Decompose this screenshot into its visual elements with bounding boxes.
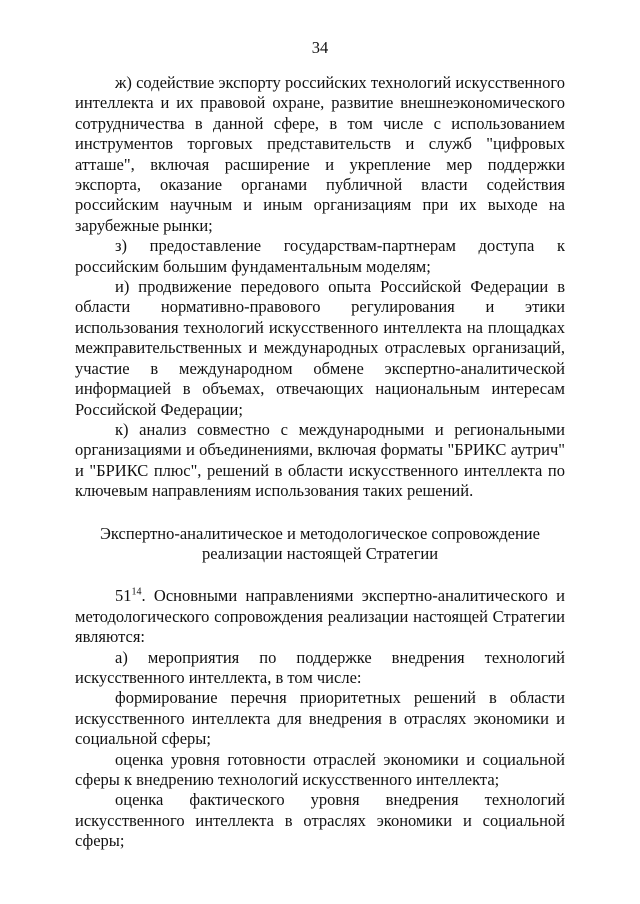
spacer xyxy=(75,564,565,586)
section-heading-line-1: Экспертно-аналитическое и методологическое сопровождение xyxy=(100,523,540,543)
paragraph-list-2: оценка уровня готовности отраслей экономики и социальной сферы к внедрению технологий искусственного интеллекта; xyxy=(75,749,565,789)
paragraph-z: з) предоставление государствам-партнерам доступа к российским большим фундаментальным моделям; xyxy=(75,236,565,276)
paragraph-i: и) продвижение передового опыта Российской Федерации в области нормативно-правового регулирования и этики использования технологий искусственного интеллекта на площадках межправительственных и международных отраслевых организаций, участие в международном обмене экспертно-аналитической информацией в объемах, отвечающих национальным интересам Российской Федерации; xyxy=(75,277,565,419)
document-body xyxy=(75,73,565,852)
paragraph-51 xyxy=(75,586,565,647)
paragraph-a: а) мероприятия по поддержке внедрения технологий искусственного интеллекта, в том числе: xyxy=(75,647,565,687)
item-number: 51 xyxy=(115,586,132,606)
section-heading-line-2: реализации настоящей Стратегии xyxy=(201,543,439,563)
item-superscript: 14 xyxy=(131,586,142,598)
section-heading xyxy=(75,524,565,565)
paragraph-list-3: оценка фактического уровня внедрения технологий искусственного интеллекта в отраслях экономики и социальной сферы; xyxy=(75,790,565,851)
paragraph-k: к) анализ совместно с международными и региональными организациями и объединениями, включая форматы "БРИКС аутрич" и "БРИКС плюс", решений в области искусственного интеллекта по ключевым направлениям использования таких решений. xyxy=(75,419,565,501)
page-number: 34 xyxy=(311,38,329,57)
paragraph-zh: ж) содействие экспорту российских технологий искусственного интеллекта и их правовой охране, развитие внешнеэкономического сотрудничества в данной сфере, в том числе с использованием инструментов торговых представительств и служб "цифровых атташе", включая расширение и укрепление мер поддержки экспорта, оказание органами публичной власти содействия российским научным и иным организациям при их выходе на зарубежные рынки; xyxy=(75,73,565,235)
paragraph-list-1: формирование перечня приоритетных решений в области искусственного интеллекта для внедрения в отраслях экономики и социальной сферы; xyxy=(75,688,565,749)
item-51-text: . Основными направлениями экспертно-аналитического и методологического сопровождения реализации настоящей Стратегии являются: xyxy=(75,586,565,647)
